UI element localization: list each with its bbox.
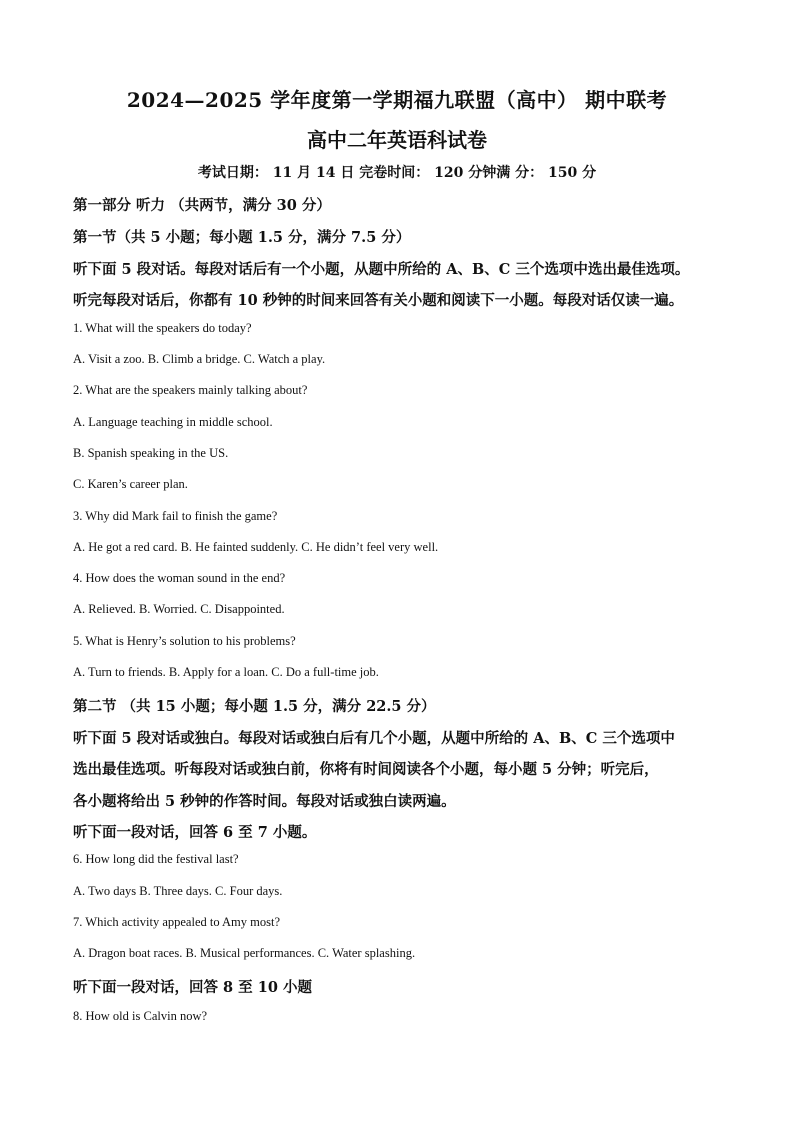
question-5-options: A. Turn to friends. B. Apply for a loan. C. Do a full-time job. — [73, 665, 379, 679]
question-4: 4. How does the woman sound in the end? — [73, 571, 286, 585]
question-2: 2. What are the speakers mainly talking about? — [73, 383, 308, 397]
exam-meta: 考试日期： 11 月 14 日 完卷时间： 120 分钟满 分： 150 分 — [197, 165, 597, 181]
section1-instruction-1: 听下面 5 段对话。每段对话后有一个小题，从题中所给的 A、B、C 三个选项中选出最佳选项。 — [73, 261, 690, 278]
part1-heading: 第一部分 听力 （共两节，满分 30 分） — [73, 197, 331, 214]
question-3-options: A. He got a red card. B. He fainted suddenly. C. He didn’t feel very well. — [73, 540, 439, 554]
question-1: 1. What will the speakers do today? — [73, 321, 252, 335]
question-2-option-c: C. Karen’s career plan. — [73, 477, 188, 491]
question-7-options: A. Dragon boat races. B. Musical performances. C. Water splashing. — [73, 946, 416, 960]
question-6-options: A. Two days B. Three days. C. Four days. — [73, 884, 283, 898]
section2-heading: 第二节 （共 15 小题；每小题 1.5 分，满分 22.5 分） — [73, 698, 436, 715]
question-2-option-a: A. Language teaching in middle school. — [73, 415, 273, 429]
section2-instruction-1: 听下面 5 段对话或独白。每段对话或独白后有几个小题，从题中所给的 A、B、C 三个选项中 — [73, 730, 675, 747]
question-3: 3. Why did Mark fail to finish the game? — [73, 509, 278, 523]
exam-subtitle: 高中二年英语科试卷 — [307, 128, 487, 152]
question-2-option-b: B. Spanish speaking in the US. — [73, 446, 229, 460]
section2-instruction-3: 各小题将给出 5 秒钟的作答时间。每段对话或独白读两遍。 — [73, 793, 456, 810]
question-5: 5. What is Henry’s solution to his problems? — [73, 634, 296, 648]
section2-instruction-2: 选出最佳选项。听每段对话或独白前，你将有时间阅读各个小题，每小题 5 分钟；听完后， — [73, 761, 659, 778]
group-2-instruction: 听下面一段对话，回答 8 至 10 小题 — [73, 979, 312, 996]
question-8: 8. How old is Calvin now? — [73, 1009, 208, 1023]
question-7: 7. Which activity appealed to Amy most? — [73, 915, 281, 929]
question-1-options: A. Visit a zoo. B. Climb a bridge. C. Watch a play. — [73, 352, 326, 366]
question-6: 6. How long did the festival last? — [73, 852, 239, 866]
question-4-options: A. Relieved. B. Worried. C. Disappointed. — [73, 602, 285, 616]
group-1-instruction: 听下面一段对话，回答 6 至 7 小题。 — [73, 824, 317, 841]
section1-heading: 第一节（共 5 小题；每小题 1.5 分，满分 7.5 分） — [73, 229, 411, 246]
section1-instruction-2: 听完每段对话后，你都有 10 秒钟的时间来回答有关小题和阅读下一小题。每段对话仅读一遍。 — [73, 292, 684, 309]
exam-title: 2024—2025 学年度第一学期福九联盟（高中） 期中联考 — [126, 88, 668, 112]
